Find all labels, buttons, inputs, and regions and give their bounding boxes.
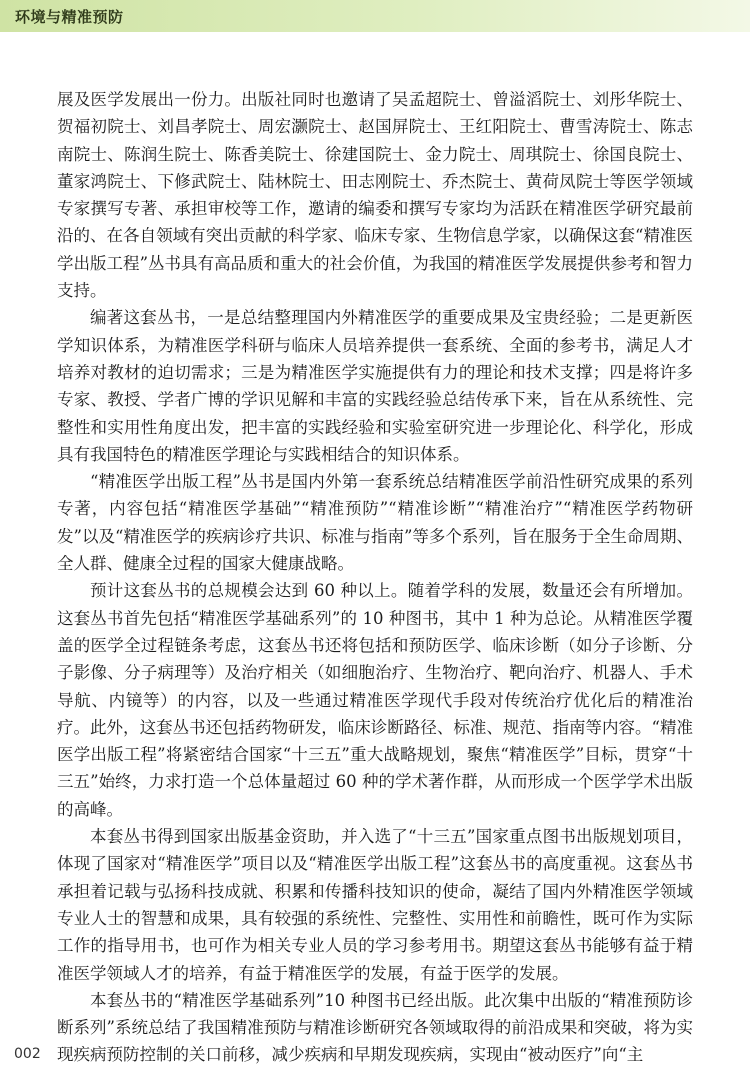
running-header xyxy=(0,0,750,32)
paragraph-continued: 展及医学发展出一份力。出版社同时也邀请了吴孟超院士、曾溢滔院士、刘彤华院士、贺福初院士、刘昌孝院士、周宏灏院士、赵国屏院士、王红阳院士、曹雪涛院士、陈志南院士、陈润生院士、陈香美院士、徐建国院士、金力院士、周琪院士、徐国良院士、董家鸿院士、下修武院士、陆林院士、田志刚院士、乔杰院士、黄荷凤院士等医学领域专家撰写专著、承担审校等工作，邀请的编委和撰写专家均为活跃在精准医学研究最前沿的、在各自领域有突出贡献的科学家、临床专家、生物信息学家，以确保这套“精准医学出版工程”丛书具有高品质和重大的社会价值，为我国的精准医学发展提供参考和智力支持。 xyxy=(57,90,693,301)
body-text xyxy=(57,86,693,1069)
paragraph: 本套丛书得到国家出版基金资助，并入选了“十三五”国家重点图书出版规划项目，体现了国家对“精准医学”项目以及“精准医学出版工程”这套丛书的高度重视。这套丛书承担着记载与弘扬科技成就、积累和传播科技知识的使命，凝结了国内外精准医学领域专业人士的智慧和成果，具有较强的系统性、完整性、实用性和前瞻性，既可作为实际工作的指导用书，也可作为相关专业人员的学习参考用书。期望这套丛书能够有益于精准医学领域人才的培养，有益于精准医学的发展，有益于医学的发展。 xyxy=(57,827,693,983)
running-header-title: 环境与精准预防 xyxy=(15,8,124,26)
paragraph: 预计这套丛书的总规模会达到 60 种以上。随着学科的发展，数量还会有所增加。这套丛书首先包括“精准医学基础系列”的 10 种图书，其中 1 种为总论。从精准医学覆盖的医学全过程链条考虑，这套丛书还将包括和预防医学、临床诊断（如分子诊断、分子影像、分子病理等）及治疗相关（如细胞治疗、生物治疗、靶向治疗、机器人、手术导航、内镜等）的内容，以及一些通过精准医学现代手段对传统治疗优化后的精准治疗。此外，这套丛书还包括药物研发，临床诊断路径、标准、规范、指南等内容。“精准医学出版工程”将紧密结合国家“十三五”重大战略规划，聚焦“精准医学”目标，贯穿“十三五”始终，力求打造一个总体量超过 60 种的学术著作群，从而形成一个医学学术出版的高峰。 xyxy=(57,581,693,819)
page-number: 002 xyxy=(14,1046,41,1062)
paragraph: “精准医学出版工程”丛书是国内外第一套系统总结精准医学前沿性研究成果的系列专著，内容包括“精准医学基础”“精准预防”“精准诊断”“精准治疗”“精准医学药物研发”以及“精准医学的疾病诊疗共识、标准与指南”等多个系列，旨在服务于全生命周期、全人群、健康全过程的国家大健康战略。 xyxy=(57,472,693,574)
paragraph: 编著这套丛书，一是总结整理国内外精准医学的重要成果及宝贵经验；二是更新医学知识体系，为精准医学科研与临床人员培养提供一套系统、全面的参考书，满足人才培养对教材的迫切需求；三是为精准医学实施提供有力的理论和技术支撑；四是将许多专家、教授、学者广博的学识见解和丰富的实践经验总结传承下来，旨在从系统性、完整性和实用性角度出发，把丰富的实践经验和实验室研究进一步理论化、科学化，形成具有我国特色的精准医学理论与实践相结合的知识体系。 xyxy=(57,308,693,464)
paragraph: 本套丛书的“精准医学基础系列”10 种图书已经出版。此次集中出版的“精准预防诊断系列”系统总结了我国精准预防与精准诊断研究各领域取得的前沿成果和突破，将为实现疾病预防控制的关口前移，减少疾病和早期发现疾病，实现由“被动医疗”向“主 xyxy=(57,990,693,1065)
